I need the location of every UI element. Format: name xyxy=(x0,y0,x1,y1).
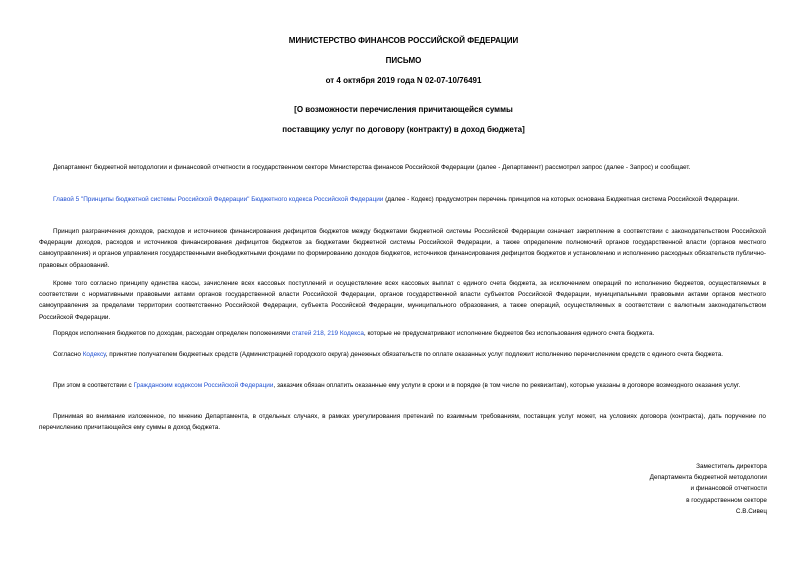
signature-department: Департамента бюджетной методологии xyxy=(649,474,767,482)
signature-name: С.В.Сивец xyxy=(735,507,767,515)
paragraph-6-pre: Согласно xyxy=(53,351,83,358)
paragraph-3: Принцип разграничения доходов, расходов и источников финансирования дефицитов бюджетов между бюджетами бюджетной системы Российской Федерации означает закрепление в соответствии с законодательством Российской Федерации доходов, расходов и источников финансирования дефицитов бюджетов за бюджетами бюджетной системы Российской Федерации, а также определение полномочий органов государственной власти (органов местного самоуправления) и органов управления государственными внебюджетными фондами по формированию доходов бюджетов, источников финансирования дефицитов бюджетов и установлению и исполнению расходных обязательств публично-правовых образований. xyxy=(39,228,766,269)
articles-218-219-link[interactable]: статей 218, 219 Кодекса xyxy=(291,330,364,337)
paragraph-6-post: , принятие получателем бюджетных средств (Администрацией городского округа) денежных обязательств по оплате оказанных услуг подлежит исполнению перечислением средств с единого счета бюджета. xyxy=(105,351,724,358)
subject-line-1: [О возможности перечисления причитающейся суммы xyxy=(294,105,513,114)
civil-code-link[interactable]: Гражданским кодексом Российской Федерации xyxy=(133,382,274,389)
paragraph-2-text: (далее - Кодекс) предусмотрен перечень принципов на которых основана Бюджетная система Российской Федерации. xyxy=(383,196,740,203)
document-date-number: от 4 октября 2019 года N 02-07-10/76491 xyxy=(325,76,482,85)
ministry-title: МИНИСТЕРСТВО ФИНАНСОВ РОССИЙСКОЙ ФЕДЕРАЦИИ xyxy=(288,36,519,45)
signature-department-cont: и финансовой отчетности xyxy=(690,485,767,493)
paragraph-8: Принимая во внимание изложенное, по мнению Департамента, в отдельных случаях, в рамках урегулирования претензий по взаимным требованиям, поставщик услуг может, на условиях договора (контракта), дать поручение по перечислению причитающейся ему суммы в доход бюджета. xyxy=(39,413,766,432)
paragraph-1: Департамент бюджетной методологии и финансовой отчетности в государственном секторе Министерства финансов Российской Федерации (далее - Департамент) рассмотрел запрос (далее - Запрос) и сообщает. xyxy=(53,164,691,171)
paragraph-6 xyxy=(39,349,766,360)
signature-sector: в государственном секторе xyxy=(686,496,767,504)
paragraph-2 xyxy=(39,194,766,205)
paragraph-5-post: , которые не предусматривают исполнение бюджетов без использования единого счета бюджета. xyxy=(363,330,655,337)
paragraph-4: Кроме того согласно принципу единства кассы, зачисление всех кассовых поступлений и осуществление всех кассовых выплат с единого счета бюджета, за исключением операций по исполнению бюджетов, осуществляемых в соответствии с нормативными правовыми актами органов государственной власти Российской Федерации, органов государственной власти субъектов Российской Федерации, муниципальными правовыми актами органов местного самоуправления за пределами территории соответственно Российской Федерации, субъекта Российской Федерации, муниципального образования, а также операций, осуществляемых в соответствии с валютным законодательством Российской Федерации. xyxy=(39,280,766,321)
document-type: ПИСЬМО xyxy=(385,56,422,65)
signature-block xyxy=(650,461,767,517)
paragraph-7-post: , заказчик обязан оплатить оказанные ему услуги в сроки и в порядке (в том числе по реквизитам), которые указаны в договоре возмездного оказания услуг. xyxy=(273,382,741,389)
code-link[interactable]: Кодексу xyxy=(82,351,106,358)
signature-position: Заместитель директора xyxy=(696,463,767,470)
paragraph-7-pre: При этом в соответствии с xyxy=(53,382,134,389)
budget-code-chapter5-link[interactable]: Главой 5 "Принципы бюджетной системы Российской Федерации" Бюджетного кодекса Российской Федерации xyxy=(53,196,384,203)
paragraph-5 xyxy=(39,328,766,339)
subject-line-2: поставщику услуг по договору (контракту) в доход бюджета] xyxy=(282,125,525,134)
paragraph-5-pre: Порядок исполнения бюджетов по доходам, расходам определен положениями xyxy=(53,330,292,337)
paragraph-7 xyxy=(39,380,766,391)
